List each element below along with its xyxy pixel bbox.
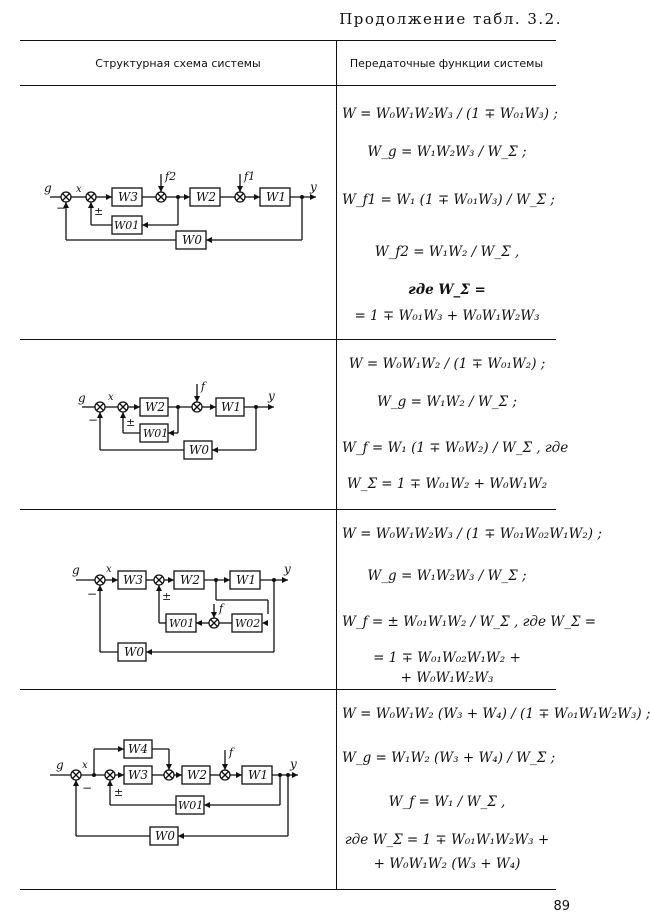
sign-plus-minus: ± <box>94 205 104 218</box>
output-label: y <box>310 180 317 194</box>
block-diagram-1 <box>20 86 336 339</box>
formula: где W_Σ = <box>408 282 486 298</box>
block-w2: W2 <box>145 400 165 414</box>
formula: W_f = ± W₀₁W₁W₂ / W_Σ , где W_Σ = <box>342 614 597 630</box>
block-w0: W0 <box>155 829 175 843</box>
block-w01: W01 <box>178 799 204 812</box>
formulas-3 <box>342 510 602 689</box>
sign-minus: − <box>88 413 99 427</box>
sign-minus: − <box>87 587 98 601</box>
block-w1: W1 <box>221 400 241 414</box>
input-label: g <box>44 181 52 195</box>
formulas-2 <box>342 340 569 509</box>
table-row <box>20 86 556 339</box>
block-w1: W1 <box>248 768 268 782</box>
block-w2: W2 <box>180 573 200 587</box>
page-number: 89 <box>553 899 570 914</box>
sign-plus-minus: ± <box>126 416 136 429</box>
sign-minus: − <box>82 781 93 795</box>
header-right: Передаточные функции системы <box>349 56 544 70</box>
formula: W_g = W₁W₂W₃ / W_Σ ; <box>367 144 527 160</box>
block-w1: W1 <box>236 573 256 587</box>
block-w0: W0 <box>182 233 202 247</box>
formula: W = W₀W₁W₂W₃ / (1 ∓ W₀₁W₀₂W₁W₂) ; <box>342 526 602 542</box>
formula: W_g = W₁W₂W₃ / W_Σ ; <box>367 568 527 584</box>
block-w0: W0 <box>189 443 209 457</box>
formula: W = W₀W₁W₂W₃ / (1 ∓ W₀₁W₃) ; <box>342 106 558 122</box>
input-label: g <box>72 563 80 577</box>
disturbance-f: f <box>219 602 224 615</box>
formula: + W₀W₁W₂ (W₃ + W₄) <box>373 856 521 872</box>
block-w0: W0 <box>124 645 144 659</box>
block-w2: W2 <box>196 190 216 204</box>
formula: W = W₀W₁W₂ (W₃ + W₄) / (1 ∓ W₀₁W₁W₂W₃) ; <box>342 706 650 722</box>
error-label: x <box>108 392 114 403</box>
table-row <box>20 690 650 888</box>
block-w01: W01 <box>143 427 169 440</box>
block-w01: W01 <box>169 617 195 630</box>
block-diagram-2 <box>20 340 336 509</box>
formula: W = W₀W₁W₂ / (1 ∓ W₀₁W₂) ; <box>348 356 546 372</box>
formula: = 1 ∓ W₀₁W₀₂W₁W₂ + <box>373 650 521 666</box>
sign-plus-minus: ± <box>114 786 124 799</box>
block-diagram-3 <box>20 510 336 689</box>
disturbance-f: f <box>229 746 234 759</box>
formula: + W₀W₁W₂W₃ <box>400 670 494 686</box>
output-label: y <box>284 562 291 576</box>
formula: W_g = W₁W₂ / W_Σ ; <box>377 394 517 410</box>
block-diagram-4 <box>20 690 336 888</box>
disturbance-f2: f2 <box>165 170 177 183</box>
table-row <box>20 340 569 509</box>
block-w02: W02 <box>235 617 261 630</box>
formulas-4 <box>342 690 650 888</box>
formula: W_g = W₁W₂ (W₃ + W₄) / W_Σ ; <box>342 750 556 766</box>
formula: W_f1 = W₁ (1 ∓ W₀₁W₃) / W_Σ ; <box>342 192 555 208</box>
disturbance-f: f <box>201 380 206 393</box>
table-row <box>20 510 602 689</box>
block-w3: W3 <box>123 573 143 587</box>
error-label: x <box>106 564 112 575</box>
header-left: Структурная схема системы <box>95 56 261 70</box>
block-w1: W1 <box>266 190 286 204</box>
disturbance-f1: f1 <box>244 170 256 183</box>
block-w2: W2 <box>187 768 207 782</box>
formula: W_Σ = 1 ∓ W₀₁W₂ + W₀W₁W₂ <box>346 476 548 492</box>
block-w4: W4 <box>128 742 148 756</box>
formula: где W_Σ = 1 ∓ W₀₁W₁W₂W₃ + <box>344 832 550 848</box>
table-caption: Продолжение табл. 3.2. <box>339 10 562 28</box>
formula: W_f2 = W₁W₂ / W_Σ , <box>374 244 520 260</box>
block-w01: W01 <box>114 219 140 232</box>
block-w3: W3 <box>128 768 148 782</box>
formula: W_f = W₁ / W_Σ , <box>388 794 506 810</box>
formula: = 1 ∓ W₀₁W₃ + W₀W₁W₂W₃ <box>354 308 540 324</box>
input-label: g <box>56 758 64 772</box>
formulas-1 <box>342 86 558 339</box>
output-label: y <box>268 389 275 403</box>
formula: W_f = W₁ (1 ∓ W₀W₂) / W_Σ , где <box>342 440 569 456</box>
block-w3: W3 <box>118 190 138 204</box>
error-label: x <box>76 184 82 195</box>
sign-plus-minus: ± <box>162 590 172 603</box>
transfer-function-table <box>20 40 650 890</box>
error-label: x <box>82 760 88 771</box>
sign-minus: − <box>56 201 67 215</box>
output-label: y <box>290 757 297 771</box>
input-label: g <box>78 391 86 405</box>
